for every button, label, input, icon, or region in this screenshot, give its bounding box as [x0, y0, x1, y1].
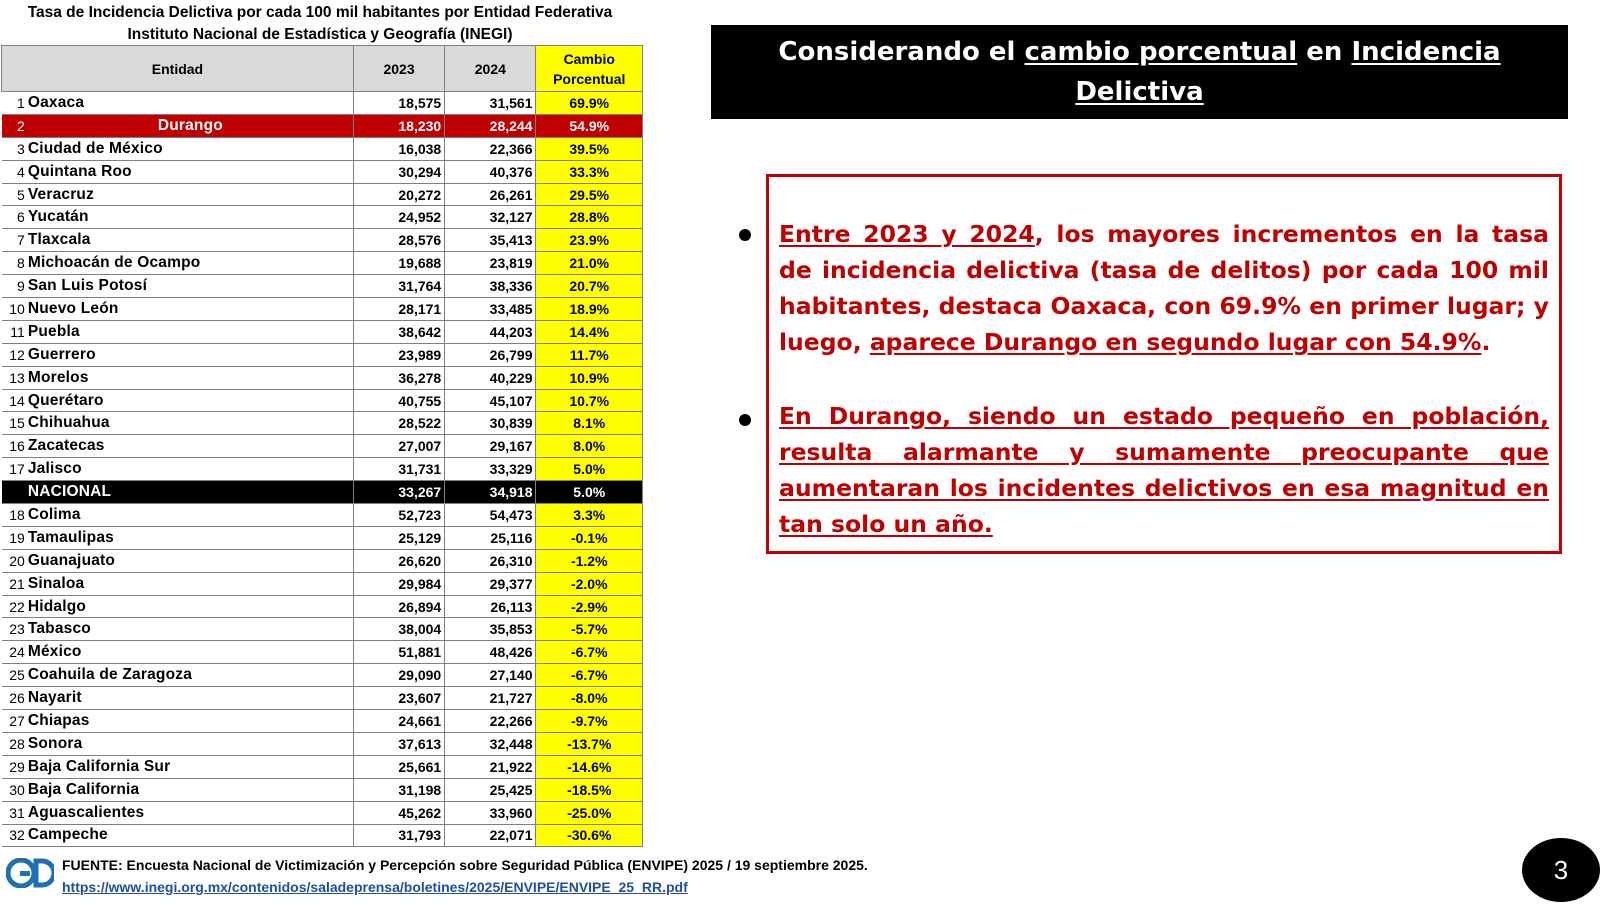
- entity-cell: Ciudad de México: [26, 137, 354, 160]
- entity-cell: Puebla: [26, 320, 354, 343]
- table-row: [2, 160, 643, 183]
- table-row: [2, 755, 643, 778]
- entity-cell: San Luis Potosí: [26, 275, 354, 298]
- banner-underlined-text: 2023 y 2024: [1093, 117, 1274, 147]
- value-2023-cell: 25,661: [353, 755, 444, 778]
- entity-cell: México: [26, 641, 354, 664]
- entity-cell: Querétaro: [26, 389, 354, 412]
- header-change-line1: Cambio: [563, 50, 615, 67]
- value-2023-cell: 28,576: [353, 229, 444, 252]
- change-cell: 54.9%: [536, 114, 643, 137]
- value-2023-cell: 33,267: [353, 481, 444, 504]
- table-row: [2, 710, 643, 733]
- entity-cell: Coahuila de Zaragoza: [26, 664, 354, 687]
- rank-cell: 14: [2, 389, 26, 412]
- change-cell: -1.2%: [536, 549, 643, 572]
- table-title-line2: Instituto Nacional de Estadística y Geografía (INEGI): [127, 26, 513, 43]
- entity-cell: Quintana Roo: [26, 160, 354, 183]
- table-row: [2, 664, 643, 687]
- change-cell: -6.7%: [536, 641, 643, 664]
- table-row: [2, 298, 643, 321]
- banner-text: en: [1297, 37, 1352, 67]
- table-header-row: [2, 46, 643, 92]
- entity-cell: Zacatecas: [26, 435, 354, 458]
- banner-line1: [711, 32, 1568, 112]
- value-2024-cell: 38,336: [445, 275, 536, 298]
- change-cell: 11.7%: [536, 343, 643, 366]
- change-cell: 5.0%: [536, 458, 643, 481]
- table-row: [2, 618, 643, 641]
- value-2024-cell: 25,425: [445, 778, 536, 801]
- value-2023-cell: 23,607: [353, 687, 444, 710]
- rank-cell: 20: [2, 549, 26, 572]
- value-2023-cell: 36,278: [353, 366, 444, 389]
- rank-cell: 1: [2, 92, 26, 115]
- note-underlined-text: Entre 2023 y 2024: [779, 220, 1035, 248]
- value-2023-cell: 40,755: [353, 389, 444, 412]
- change-cell: 33.3%: [536, 160, 643, 183]
- value-2023-cell: 38,004: [353, 618, 444, 641]
- value-2023-cell: 28,522: [353, 412, 444, 435]
- value-2023-cell: 29,090: [353, 664, 444, 687]
- entity-cell: Hidalgo: [26, 595, 354, 618]
- value-2024-cell: 40,376: [445, 160, 536, 183]
- change-cell: -0.1%: [536, 526, 643, 549]
- value-2024-cell: 45,107: [445, 389, 536, 412]
- rank-cell: 11: [2, 320, 26, 343]
- value-2024-cell: 27,140: [445, 664, 536, 687]
- table-row: [2, 504, 643, 527]
- change-cell: -8.0%: [536, 687, 643, 710]
- entity-cell: Durango: [26, 114, 354, 137]
- change-cell: -5.7%: [536, 618, 643, 641]
- value-2023-cell: 19,688: [353, 252, 444, 275]
- rank-cell: 32: [2, 824, 26, 847]
- banner-text: Considerando el: [778, 37, 1025, 67]
- value-2023-cell: 31,731: [353, 458, 444, 481]
- value-2023-cell: 23,989: [353, 343, 444, 366]
- value-2023-cell: 24,661: [353, 710, 444, 733]
- entity-cell: Guanajuato: [26, 549, 354, 572]
- table-title: [0, 2, 640, 46]
- value-2023-cell: 26,620: [353, 549, 444, 572]
- value-2023-cell: 31,198: [353, 778, 444, 801]
- banner-text: entre: [1005, 117, 1094, 147]
- change-cell: 21.0%: [536, 252, 643, 275]
- value-2023-cell: 18,575: [353, 92, 444, 115]
- value-2024-cell: 32,448: [445, 732, 536, 755]
- table-row: [2, 526, 643, 549]
- entity-cell: Colima: [26, 504, 354, 527]
- value-2024-cell: 48,426: [445, 641, 536, 664]
- banner-underlined-text: cambio porcentual: [1024, 37, 1298, 67]
- table-row: [2, 572, 643, 595]
- table-row: [2, 137, 643, 160]
- table-row: [2, 252, 643, 275]
- change-cell: -18.5%: [536, 778, 643, 801]
- value-2023-cell: 37,613: [353, 732, 444, 755]
- change-cell: 8.0%: [536, 435, 643, 458]
- rank-cell: 9: [2, 275, 26, 298]
- source-text: FUENTE: Encuesta Nacional de Victimización y Percepción sobre Seguridad Pública (ENVIPE) 2025 / 19 septiembre 2025.: [62, 857, 868, 873]
- gd-logo: [6, 858, 54, 888]
- note-underlined-text: En Durango, siendo un estado pequeño en población, resulta alarmante y sumamente preocupante que aumentaran los incidentes delictivos en esa magnitud en tan solo un año.: [779, 402, 1549, 538]
- table-row: [2, 275, 643, 298]
- entity-cell: Tabasco: [26, 618, 354, 641]
- rank-cell: [2, 481, 26, 504]
- rank-cell: 16: [2, 435, 26, 458]
- change-cell: 14.4%: [536, 320, 643, 343]
- entity-cell: Tlaxcala: [26, 229, 354, 252]
- entity-cell: Yucatán: [26, 206, 354, 229]
- value-2024-cell: 22,366: [445, 137, 536, 160]
- note-text: .: [1481, 328, 1491, 356]
- change-cell: -9.7%: [536, 710, 643, 733]
- change-cell: -14.6%: [536, 755, 643, 778]
- rank-cell: 19: [2, 526, 26, 549]
- entity-cell: Baja California Sur: [26, 755, 354, 778]
- note-text: , los mayores incrementos en la tasa de incidencia delictiva (tasa de delitos) por cada 100 mil habitantes, destaca Oaxaca, con 69.9% en primer lugar; y luego,: [779, 220, 1549, 356]
- table-row: [2, 183, 643, 206]
- entity-cell: NACIONAL: [26, 481, 354, 504]
- bullet-icon: [739, 414, 751, 426]
- value-2024-cell: 26,310: [445, 549, 536, 572]
- table-row: [2, 366, 643, 389]
- header-entity: Entidad: [2, 46, 354, 92]
- note-paragraph-2: [779, 398, 1549, 542]
- note-underlined-text: aparece Durango en segundo lugar con 54.9%: [869, 328, 1482, 356]
- value-2024-cell: 44,203: [445, 320, 536, 343]
- table-row: [2, 389, 643, 412]
- entity-cell: Campeche: [26, 824, 354, 847]
- table-row: [2, 778, 643, 801]
- change-cell: 23.9%: [536, 229, 643, 252]
- rank-cell: 18: [2, 504, 26, 527]
- value-2023-cell: 25,129: [353, 526, 444, 549]
- rank-cell: 3: [2, 137, 26, 160]
- table-row: [2, 732, 643, 755]
- entity-cell: Nayarit: [26, 687, 354, 710]
- entity-cell: Tamaulipas: [26, 526, 354, 549]
- value-2024-cell: 21,727: [445, 687, 536, 710]
- header-banner: [711, 25, 1568, 147]
- rank-cell: 23: [2, 618, 26, 641]
- rank-cell: 12: [2, 343, 26, 366]
- rank-cell: 7: [2, 229, 26, 252]
- entity-cell: Veracruz: [26, 183, 354, 206]
- value-2024-cell: 30,839: [445, 412, 536, 435]
- rank-cell: 31: [2, 801, 26, 824]
- entity-cell: Sonora: [26, 732, 354, 755]
- value-2023-cell: 52,723: [353, 504, 444, 527]
- value-2023-cell: 20,272: [353, 183, 444, 206]
- table-row: [2, 412, 643, 435]
- change-cell: 69.9%: [536, 92, 643, 115]
- value-2024-cell: 33,485: [445, 298, 536, 321]
- entity-cell: Chiapas: [26, 710, 354, 733]
- change-cell: 8.1%: [536, 412, 643, 435]
- source-link[interactable]: https://www.inegi.org.mx/contenidos/saladeprensa/boletines/2025/ENVIPE/ENVIPE_25_RR.pdf: [62, 879, 688, 895]
- value-2024-cell: 21,922: [445, 755, 536, 778]
- value-2024-cell: 26,261: [445, 183, 536, 206]
- value-2024-cell: 54,473: [445, 504, 536, 527]
- highlighted-row: [2, 114, 643, 137]
- change-cell: 29.5%: [536, 183, 643, 206]
- header-2024: 2024: [445, 46, 536, 92]
- table-row: [2, 549, 643, 572]
- value-2024-cell: 26,799: [445, 343, 536, 366]
- source-note: [62, 854, 868, 898]
- banner-underlined-text: Incidencia Delictiva: [1075, 37, 1501, 107]
- table-row: [2, 435, 643, 458]
- entity-cell: Jalisco: [26, 458, 354, 481]
- rank-cell: 8: [2, 252, 26, 275]
- rank-cell: 24: [2, 641, 26, 664]
- value-2024-cell: 35,853: [445, 618, 536, 641]
- value-2024-cell: 29,377: [445, 572, 536, 595]
- change-cell: 20.7%: [536, 275, 643, 298]
- rank-cell: 6: [2, 206, 26, 229]
- value-2023-cell: 45,262: [353, 801, 444, 824]
- table-row: [2, 801, 643, 824]
- table-title-line1: Tasa de Incidencia Delictiva por cada 100 mil habitantes por Entidad Federativa: [27, 4, 613, 21]
- value-2023-cell: 28,171: [353, 298, 444, 321]
- change-cell: 28.8%: [536, 206, 643, 229]
- entity-cell: Guerrero: [26, 343, 354, 366]
- value-2023-cell: 38,642: [353, 320, 444, 343]
- header-change: [536, 46, 643, 92]
- rank-cell: 29: [2, 755, 26, 778]
- rank-cell: 5: [2, 183, 26, 206]
- rank-cell: 30: [2, 778, 26, 801]
- table-row: [2, 641, 643, 664]
- change-cell: 18.9%: [536, 298, 643, 321]
- rank-cell: 4: [2, 160, 26, 183]
- table-row: [2, 824, 643, 847]
- bullet-icon: [739, 229, 751, 241]
- entity-cell: Chihuahua: [26, 412, 354, 435]
- change-cell: -13.7%: [536, 732, 643, 755]
- rank-cell: 10: [2, 298, 26, 321]
- entity-cell: Baja California: [26, 778, 354, 801]
- change-cell: -25.0%: [536, 801, 643, 824]
- table-row: [2, 458, 643, 481]
- value-2024-cell: 25,116: [445, 526, 536, 549]
- change-cell: 39.5%: [536, 137, 643, 160]
- value-2024-cell: 28,244: [445, 114, 536, 137]
- value-2024-cell: 31,561: [445, 92, 536, 115]
- table-row: [2, 343, 643, 366]
- value-2024-cell: 34,918: [445, 481, 536, 504]
- national-row: [2, 481, 643, 504]
- rank-cell: 25: [2, 664, 26, 687]
- rank-cell: 28: [2, 732, 26, 755]
- entity-cell: Morelos: [26, 366, 354, 389]
- incidence-table: [1, 45, 643, 847]
- value-2023-cell: 30,294: [353, 160, 444, 183]
- value-2024-cell: 32,127: [445, 206, 536, 229]
- change-cell: -2.9%: [536, 595, 643, 618]
- page-number: 3: [1522, 838, 1600, 902]
- rank-cell: 22: [2, 595, 26, 618]
- banner-line2: [711, 112, 1568, 152]
- entity-cell: Nuevo León: [26, 298, 354, 321]
- entity-cell: Aguascalientes: [26, 801, 354, 824]
- change-cell: -6.7%: [536, 664, 643, 687]
- header-change-line2: Porcentual: [553, 70, 626, 87]
- value-2023-cell: 29,984: [353, 572, 444, 595]
- change-cell: -30.6%: [536, 824, 643, 847]
- change-cell: 10.9%: [536, 366, 643, 389]
- entity-cell: Oaxaca: [26, 92, 354, 115]
- value-2023-cell: 31,793: [353, 824, 444, 847]
- entity-cell: Michoacán de Ocampo: [26, 252, 354, 275]
- value-2024-cell: 22,071: [445, 824, 536, 847]
- value-2023-cell: 18,230: [353, 114, 444, 137]
- header-2023: 2023: [353, 46, 444, 92]
- value-2023-cell: 24,952: [353, 206, 444, 229]
- value-2024-cell: 29,167: [445, 435, 536, 458]
- value-2024-cell: 26,113: [445, 595, 536, 618]
- change-cell: -2.0%: [536, 572, 643, 595]
- rank-cell: 17: [2, 458, 26, 481]
- value-2023-cell: 26,894: [353, 595, 444, 618]
- value-2024-cell: 35,413: [445, 229, 536, 252]
- rank-cell: 26: [2, 687, 26, 710]
- value-2023-cell: 31,764: [353, 275, 444, 298]
- table-row: [2, 229, 643, 252]
- entity-cell: Sinaloa: [26, 572, 354, 595]
- value-2024-cell: 22,266: [445, 710, 536, 733]
- value-2023-cell: 16,038: [353, 137, 444, 160]
- value-2023-cell: 27,007: [353, 435, 444, 458]
- value-2024-cell: 33,960: [445, 801, 536, 824]
- value-2024-cell: 33,329: [445, 458, 536, 481]
- rank-cell: 15: [2, 412, 26, 435]
- change-cell: 3.3%: [536, 504, 643, 527]
- value-2023-cell: 51,881: [353, 641, 444, 664]
- rank-cell: 13: [2, 366, 26, 389]
- note-paragraph-1: [779, 216, 1549, 360]
- value-2024-cell: 40,229: [445, 366, 536, 389]
- change-cell: 5.0%: [536, 481, 643, 504]
- value-2024-cell: 23,819: [445, 252, 536, 275]
- rank-cell: 27: [2, 710, 26, 733]
- table-row: [2, 687, 643, 710]
- rank-cell: 2: [2, 114, 26, 137]
- table-row: [2, 595, 643, 618]
- table-row: [2, 206, 643, 229]
- change-cell: 10.7%: [536, 389, 643, 412]
- table-row: [2, 320, 643, 343]
- rank-cell: 21: [2, 572, 26, 595]
- table-row: [2, 92, 643, 115]
